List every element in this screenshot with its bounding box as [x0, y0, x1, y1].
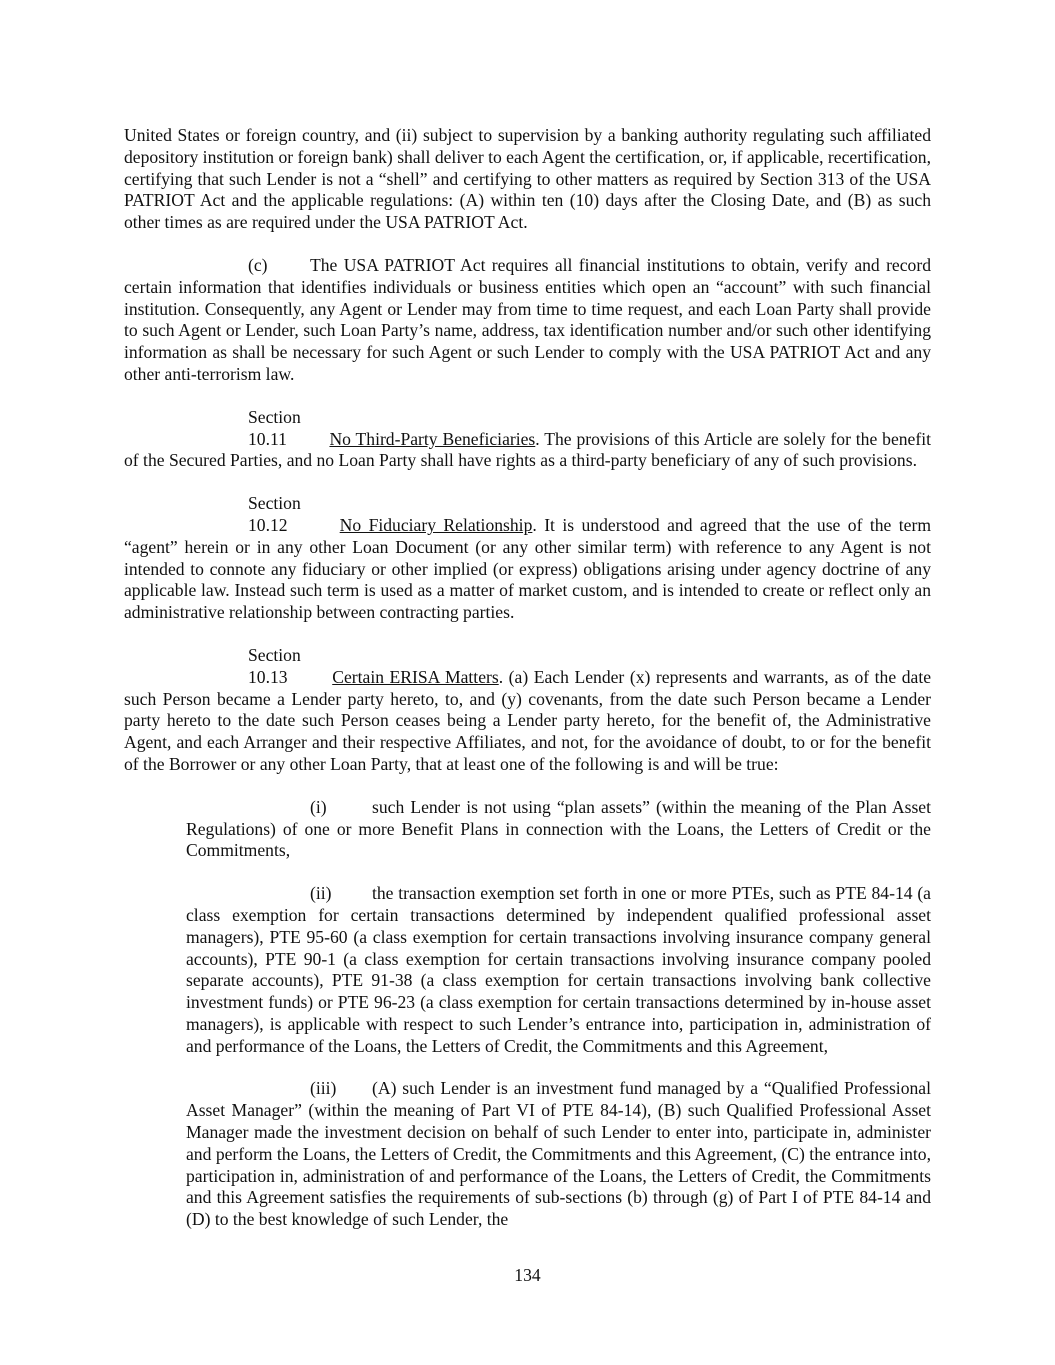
page-body	[124, 125, 931, 1252]
clause-iii	[186, 1078, 931, 1231]
clause-marker-iii: (iii)	[310, 1078, 337, 1099]
clause-marker-i: (i)	[310, 796, 327, 817]
paragraph-continuation	[124, 125, 931, 234]
section-text: . It is understood and agreed that the use of the term “agent” herein or in any other Loan Document (or any other similar term) with reference to any Agent is not intended to connote any fiduciary or other implied (or express) obligations arising under agency doctrine of any applicable law. Instead such term is used as a matter of market custom, and is intended to create or reflect only an administrative relationship between contracting parties.	[124, 514, 932, 623]
clause-text: (A) such Lender is an investment fund managed by a “Qualified Professional Asset Manager” (within the meaning of Part VI of PTE 84-14), (B) such Qualified Professional Asset Manager made the investment decision on behalf of such Lender to enter into, participate in, administer and perform the Loans, the Letters of Credit, the Commitments and this Agreement, (C) the entrance into, participation in, administration of and performance of the Loans, the Letters of Credit, the Commitments and this Agreement satisfies the requirements of sub-sections (b) through (g) of Part I of PTE 84-14 and (D) to the best knowledge of such Lender, the	[186, 1078, 931, 1230]
section-10-12	[124, 493, 931, 624]
section-10-11	[124, 407, 931, 472]
clause-text: such Lender is not using “plan assets” (within the meaning of the Plan Asset Regulations) of one or more Benefit Plans in connection with the Loans, the Letters of Credit or the Commitments,	[186, 796, 931, 861]
section-text: . (a) Each Lender (x) represents and warrants, as of the date such Person became a Lender party hereto, to, and (y) covenants, from the date such Person became a Lender party hereto to the date such Person ceases being a Lender party hereto, for the benefit of, the Administrative Agent, and each Arranger and their respective Affiliates, and not, for the avoidance of doubt, to or for the benefit of the Borrower or any other Loan Party, that at least one of the following is and will be true:	[124, 666, 932, 774]
clause-i	[186, 797, 931, 862]
paragraph-text: The USA PATRIOT Act requires all financial institutions to obtain, verify and record certain information that identifies individuals or business entities which open an “account” with such financial institution. Consequently, any Agent or Lender may from time to time request, and each Loan Party shall provide to such Agent or Lender, such Loan Party’s name, address, tax identification number and/or such other identifying information as shall be necessary for such Agent or such Lender to comply with the USA PATRIOT Act and any other anti-terrorism law.	[124, 254, 931, 384]
paragraph-text: United States or foreign country, and (ii) subject to supervision by a banking authority regulating such affiliated depository institution or foreign bank) shall deliver to each Agent the certification, or, if applicable, recertification, certifying that such Lender is not a “shell” and certifying to other matters as required by Section 313 of the USA PATRIOT Act and the applicable regulations: (A) within ten (10) days after the Closing Date, and (B) as such other times as are required under the USA PATRIOT Act.	[124, 125, 931, 233]
clause-marker-c: (c)	[248, 254, 268, 275]
clause-marker-ii: (ii)	[310, 883, 332, 904]
section-number: Section 10.11	[248, 406, 301, 449]
section-number: Section 10.12	[248, 493, 301, 535]
section-heading: No Third-Party Beneficiaries	[329, 428, 536, 449]
section-text: . The provisions of this Article are solely for the benefit of the Secured Parties, and no Loan Party shall have rights as a third-party beneficiary of any of such provisions.	[124, 428, 931, 471]
section-heading: No Fiduciary Relationship	[339, 514, 533, 535]
section-number: Section 10.13	[248, 644, 301, 687]
paragraph-c	[124, 255, 931, 386]
clause-text: the transaction exemption set forth in one or more PTEs, such as PTE 84-14 (a class exemption for certain transactions determined by independent qualified professional asset managers), PTE 95-60 (a class exemption for certain transactions involving insurance company general accounts), PTE 90-1 (a class exemption for certain transactions involving insurance company pooled separate accounts), PTE 91-38 (a class exemption for certain transactions involving bank collective investment funds) or PTE 96-23 (a class exemption for certain transactions determined by in-house asset managers), is applicable with respect to such Lender’s entrance into, participation in, administration of and performance of the Loans, the Letters of Credit, the Commitments and this Agreement,	[186, 883, 931, 1056]
clause-ii	[186, 883, 931, 1057]
page-number: 134	[514, 1265, 541, 1285]
section-heading: Certain ERISA Matters	[332, 666, 499, 687]
section-10-13	[124, 645, 931, 776]
